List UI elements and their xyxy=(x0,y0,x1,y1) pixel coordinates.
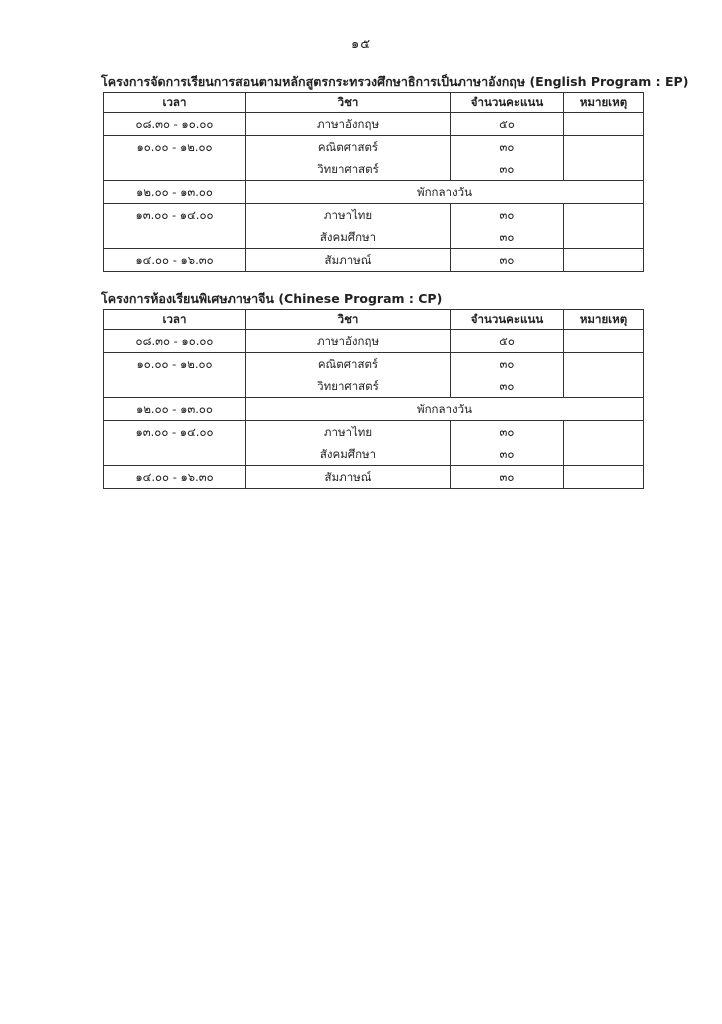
table-row-break xyxy=(104,398,644,421)
ep-schedule-table xyxy=(103,92,644,272)
score-cell xyxy=(451,249,564,272)
time-cell xyxy=(104,466,246,489)
subject-value: วิทยาศาสตร์ xyxy=(317,379,379,393)
subject-cell xyxy=(246,330,451,353)
time-value: ๐๘.๓๐ - ๑๐.๐๐ xyxy=(135,117,214,131)
table-row xyxy=(104,353,644,398)
subject-value: ภาษาอังกฤษ xyxy=(316,334,380,348)
time-cell xyxy=(104,113,246,136)
page-number: ๑๕ xyxy=(350,37,372,52)
header-note: หมายเหตุ xyxy=(564,310,644,330)
table-header-row xyxy=(104,310,644,330)
note-cell xyxy=(564,136,644,181)
subject-value: ภาษาไทย xyxy=(323,208,373,222)
header-subject: วิชา xyxy=(246,93,451,113)
note-cell xyxy=(564,330,644,353)
time-value: ๑๒.๐๐ - ๑๓.๐๐ xyxy=(136,185,213,199)
score-value: ๓๐ xyxy=(499,253,515,267)
note-value xyxy=(564,330,643,352)
subject-value: สัมภาษณ์ xyxy=(324,253,372,267)
time-value: ๑๓.๐๐ - ๑๔.๐๐ xyxy=(135,425,214,439)
score-cell xyxy=(451,113,564,136)
time-value: ๑๒.๐๐ - ๑๓.๐๐ xyxy=(136,402,213,416)
table-row-break xyxy=(104,181,644,204)
subject-value: ภาษาไทย xyxy=(323,425,373,439)
note-value xyxy=(564,136,643,158)
table-header-row xyxy=(104,93,644,113)
time-cell xyxy=(104,181,246,204)
subject-value: สังคมศึกษา xyxy=(319,230,377,244)
ep-section xyxy=(101,72,689,272)
note-cell xyxy=(564,466,644,489)
note-cell xyxy=(564,421,644,466)
break-cell xyxy=(246,181,644,204)
break-cell xyxy=(246,398,644,421)
note-value xyxy=(564,353,643,375)
header-score: จำนวนคะแนน xyxy=(451,310,564,330)
header-subject: วิชา xyxy=(246,310,451,330)
note-value xyxy=(564,204,643,226)
score-cell xyxy=(451,466,564,489)
note-cell xyxy=(564,113,644,136)
subject-value: สัมภาษณ์ xyxy=(324,470,372,484)
header-note: หมายเหตุ xyxy=(564,93,644,113)
table-row xyxy=(104,204,644,249)
time-value: ๑๐.๐๐ - ๑๒.๐๐ xyxy=(136,357,213,371)
table-row xyxy=(104,330,644,353)
score-cell xyxy=(451,136,564,181)
cp-schedule-table xyxy=(103,309,644,489)
time-cell xyxy=(104,204,246,249)
time-cell xyxy=(104,136,246,181)
score-value: ๓๐ xyxy=(499,208,515,222)
note-value xyxy=(564,421,643,443)
subject-value: สังคมศึกษา xyxy=(319,447,377,461)
note-value xyxy=(564,466,643,488)
score-cell xyxy=(451,421,564,466)
section-title: โครงการห้องเรียนพิเศษภาษาจีน (Chinese Program : CP) xyxy=(101,291,443,306)
break-label: พักกลางวัน xyxy=(417,185,472,199)
time-value: ๐๘.๓๐ - ๑๐.๐๐ xyxy=(135,334,214,348)
subject-cell xyxy=(246,421,451,466)
score-value: ๕๐ xyxy=(499,334,515,348)
header-time: เวลา xyxy=(104,93,246,113)
subject-value: ภาษาอังกฤษ xyxy=(316,117,380,131)
score-value: ๓๐ xyxy=(499,140,515,154)
score-value: ๓๐ xyxy=(499,470,515,484)
time-cell xyxy=(104,330,246,353)
table-row xyxy=(104,136,644,181)
break-label: พักกลางวัน xyxy=(417,402,472,416)
score-value: ๓๐ xyxy=(499,162,515,176)
table-row xyxy=(104,249,644,272)
table-row xyxy=(104,421,644,466)
time-value: ๑๐.๐๐ - ๑๒.๐๐ xyxy=(136,140,213,154)
time-cell xyxy=(104,421,246,466)
score-value: ๓๐ xyxy=(499,425,515,439)
time-value: ๑๔.๐๐ - ๑๖.๓๐ xyxy=(135,470,214,484)
subject-cell xyxy=(246,249,451,272)
header-score: จำนวนคะแนน xyxy=(451,93,564,113)
note-value xyxy=(564,249,643,271)
time-cell xyxy=(104,398,246,421)
cp-section xyxy=(103,289,643,489)
score-value: ๕๐ xyxy=(499,117,515,131)
time-cell xyxy=(104,249,246,272)
score-value: ๓๐ xyxy=(499,447,515,461)
time-value: ๑๓.๐๐ - ๑๔.๐๐ xyxy=(135,208,214,222)
subject-cell xyxy=(246,353,451,398)
note-cell xyxy=(564,249,644,272)
table-row xyxy=(104,113,644,136)
subject-cell xyxy=(246,136,451,181)
score-value: ๓๐ xyxy=(499,230,515,244)
time-value: ๑๔.๐๐ - ๑๖.๓๐ xyxy=(135,253,214,267)
score-value: ๓๐ xyxy=(499,379,515,393)
score-cell xyxy=(451,204,564,249)
note-cell xyxy=(564,353,644,398)
note-value xyxy=(564,113,643,135)
subject-value: วิทยาศาสตร์ xyxy=(317,162,379,176)
subject-cell xyxy=(246,466,451,489)
subject-value: คณิตศาสตร์ xyxy=(317,357,379,371)
header-time: เวลา xyxy=(104,310,246,330)
score-cell xyxy=(451,353,564,398)
time-cell xyxy=(104,353,246,398)
score-value: ๓๐ xyxy=(499,357,515,371)
note-cell xyxy=(564,204,644,249)
subject-value: คณิตศาสตร์ xyxy=(317,140,379,154)
score-cell xyxy=(451,330,564,353)
section-title: โครงการจัดการเรียนการสอนตามหลักสูตรกระทรวงศึกษาธิการเป็นภาษาอังกฤษ (English Program : EP) xyxy=(101,74,689,89)
subject-cell xyxy=(246,204,451,249)
table-row xyxy=(104,466,644,489)
subject-cell xyxy=(246,113,451,136)
